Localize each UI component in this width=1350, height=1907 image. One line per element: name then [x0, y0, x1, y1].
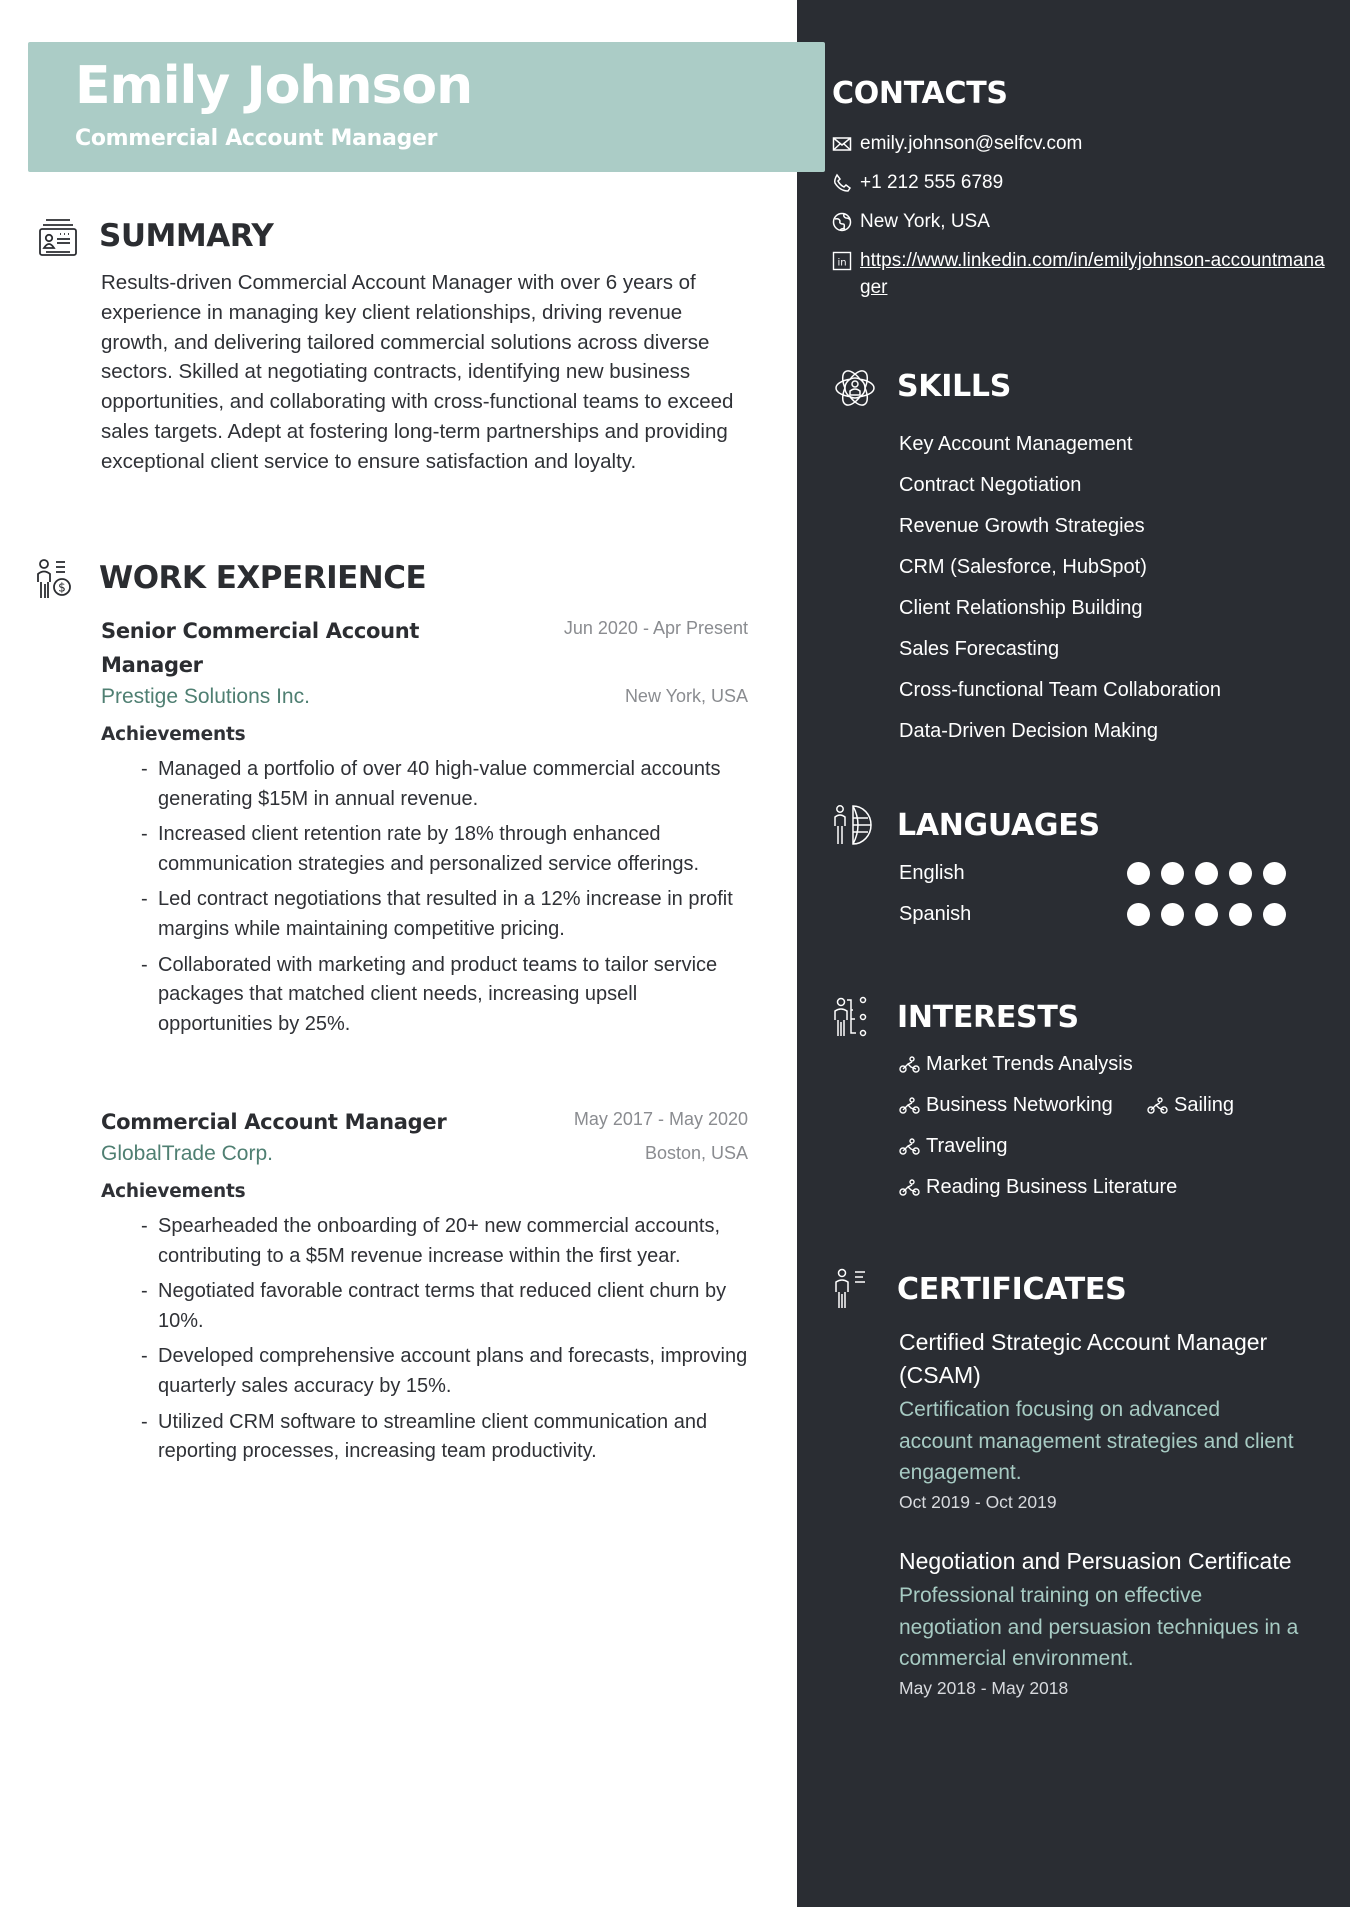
cyclist-icon: [899, 1138, 920, 1156]
achievement-item: - Developed comprehensive account plans and forecasts, improving quarterly sales accuracy by 15%.: [141, 1342, 748, 1401]
certificate-description: Certification focusing on advanced account management strategies and client engagement.: [899, 1398, 1294, 1484]
contact-linkedin[interactable]: [832, 247, 1330, 301]
language-name: English: [899, 862, 965, 884]
skill-item: Contract Negotiation: [899, 474, 1082, 496]
interest-text: Traveling: [926, 1135, 1008, 1157]
email-text: emily.johnson@selfcv.com: [860, 133, 1083, 154]
interest-text: Market Trends Analysis: [926, 1053, 1133, 1075]
certificates-heading: CERTIFICATES: [897, 1272, 1127, 1307]
interest-text: Reading Business Literature: [926, 1176, 1178, 1198]
proficiency-dot: [1195, 862, 1218, 885]
languages-heading: LANGUAGES: [897, 808, 1100, 843]
globe-icon: [832, 212, 852, 232]
proficiency-dots: [1127, 903, 1286, 926]
person-globe-icon: [833, 804, 877, 848]
interest-text: Business Networking: [926, 1094, 1113, 1116]
achievement-item: - Negotiated favorable contract terms that reduced client churn by 10%.: [141, 1277, 748, 1336]
svg-text:in: in: [837, 257, 847, 269]
interest-text: Sailing: [1174, 1094, 1235, 1116]
person-list-icon: [833, 1268, 877, 1312]
skill-item: CRM (Salesforce, HubSpot): [899, 556, 1147, 578]
skill-item: Sales Forecasting: [899, 638, 1060, 660]
envelope-icon: [832, 134, 852, 154]
proficiency-dot: [1229, 903, 1252, 926]
skills-heading: SKILLS: [897, 369, 1012, 404]
achievements-label: Achievements: [101, 1181, 246, 1202]
interest-item: [899, 1094, 1113, 1117]
cyclist-icon: [1147, 1097, 1168, 1115]
certificate-entry: [899, 1326, 1299, 1515]
contact-phone[interactable]: [832, 169, 1003, 196]
proficiency-dot: [1161, 862, 1184, 885]
job-entry: [101, 1105, 748, 1473]
contacts-heading: CONTACTS: [832, 76, 1008, 111]
job-entry: [101, 614, 748, 1045]
proficiency-dots: [1127, 862, 1286, 885]
language-row: [899, 862, 1289, 885]
interest-item: [899, 1053, 1133, 1076]
proficiency-dot: [1127, 862, 1150, 885]
contact-location: [832, 208, 990, 235]
job-date: Jun 2020 - Apr Present: [563, 618, 748, 638]
achievements-label: Achievements: [101, 724, 246, 745]
achievements-list: [101, 755, 748, 1039]
location-text: New York, USA: [860, 211, 990, 232]
job-company: Prestige Solutions Inc.: [101, 685, 310, 708]
skill-item: Revenue Growth Strategies: [899, 515, 1145, 537]
achievement-item: - Increased client retention rate by 18% through enhanced communication strategies and personalized service offerings.: [141, 820, 748, 879]
interest-item: [1147, 1094, 1234, 1117]
summary-text: Results-driven Commercial Account Manager with over 6 years of experience in managing key client relationships, driving revenue growth, and delivering tailored commercial solutions across diverse sectors. Skilled at negotiating contracts, identifying new business opportunities, and collaborating with cross-functional teams to exceed sales targets. Adept at fostering long-term partnerships and providing exceptional client service to ensure satisfaction and loyalty.: [101, 271, 734, 473]
achievement-item: - Utilized CRM software to streamline client communication and reporting processes, increasing team productivity.: [141, 1408, 748, 1467]
cyclist-icon: [899, 1097, 920, 1115]
language-row: [899, 903, 1289, 926]
experience-heading: WORK EXPERIENCE: [99, 560, 427, 596]
certificate-entry: [899, 1545, 1299, 1701]
achievement-item: - Spearheaded the onboarding of 20+ new commercial accounts, contributing to a $5M revenue increase within the first year.: [141, 1212, 748, 1271]
achievements-list: [101, 1212, 748, 1467]
linkedin-link[interactable]: https://www.linkedin.com/in/emilyjohnson-accountmanager: [860, 250, 1325, 298]
job-location: New York, USA: [624, 686, 748, 706]
certificate-description: Professional training on effective negotiation and persuasion techniques in a commercial environment.: [899, 1584, 1299, 1670]
certificate-name: Certified Strategic Account Manager (CSAM): [899, 1329, 1268, 1388]
cyclist-icon: [899, 1179, 920, 1197]
person-options-icon: [833, 996, 877, 1040]
interest-item: [899, 1176, 1177, 1199]
candidate-title: Commercial Account Manager: [75, 126, 438, 151]
skill-item: Data-Driven Decision Making: [899, 720, 1158, 742]
header-banner: [28, 42, 825, 172]
proficiency-dot: [1195, 903, 1218, 926]
job-title: Senior Commercial Account Manager: [101, 619, 420, 677]
job-date: May 2017 - May 2020: [573, 1109, 748, 1129]
achievement-item: - Collaborated with marketing and product teams to tailor service packages that matched client needs, increasing upsell opportunities by 25%.: [141, 951, 748, 1040]
skills-list: [899, 424, 1221, 752]
contact-email[interactable]: [832, 130, 1082, 157]
summary-heading: SUMMARY: [99, 218, 274, 254]
phone-icon: [832, 173, 852, 193]
skill-item: Client Relationship Building: [899, 597, 1143, 619]
proficiency-dot: [1263, 862, 1286, 885]
certificate-date: Oct 2019 - Oct 2019: [899, 1491, 1057, 1512]
cyclist-icon: [899, 1056, 920, 1074]
achievement-item: - Managed a portfolio of over 40 high-value commercial accounts generating $15M in annual revenue.: [141, 755, 748, 814]
proficiency-dot: [1127, 903, 1150, 926]
interests-heading: INTERESTS: [897, 1000, 1079, 1035]
job-company: GlobalTrade Corp.: [101, 1142, 273, 1165]
language-name: Spanish: [899, 903, 972, 925]
candidate-name: Emily Johnson: [75, 56, 473, 116]
atom-person-icon: [833, 366, 877, 410]
achievement-item: - Led contract negotiations that resulted in a 12% increase in profit margins while maintaining competitive pricing.: [141, 885, 748, 944]
job-title: Commercial Account Manager: [101, 1110, 447, 1134]
proficiency-dot: [1229, 862, 1252, 885]
certificate-name: Negotiation and Persuasion Certificate: [899, 1548, 1292, 1574]
skill-item: Key Account Management: [899, 433, 1133, 455]
linkedin-icon: [832, 251, 852, 271]
svg-text:$: $: [58, 580, 66, 595]
proficiency-dot: [1161, 903, 1184, 926]
certificate-date: May 2018 - May 2018: [899, 1677, 1069, 1698]
person-money-icon: [35, 558, 79, 602]
id-card-icon: [36, 216, 80, 260]
proficiency-dot: [1263, 903, 1286, 926]
phone-text: +1 212 555 6789: [860, 172, 1004, 193]
interest-item: [899, 1135, 1008, 1158]
skill-item: Cross-functional Team Collaboration: [899, 679, 1222, 701]
job-location: Boston, USA: [644, 1143, 748, 1163]
